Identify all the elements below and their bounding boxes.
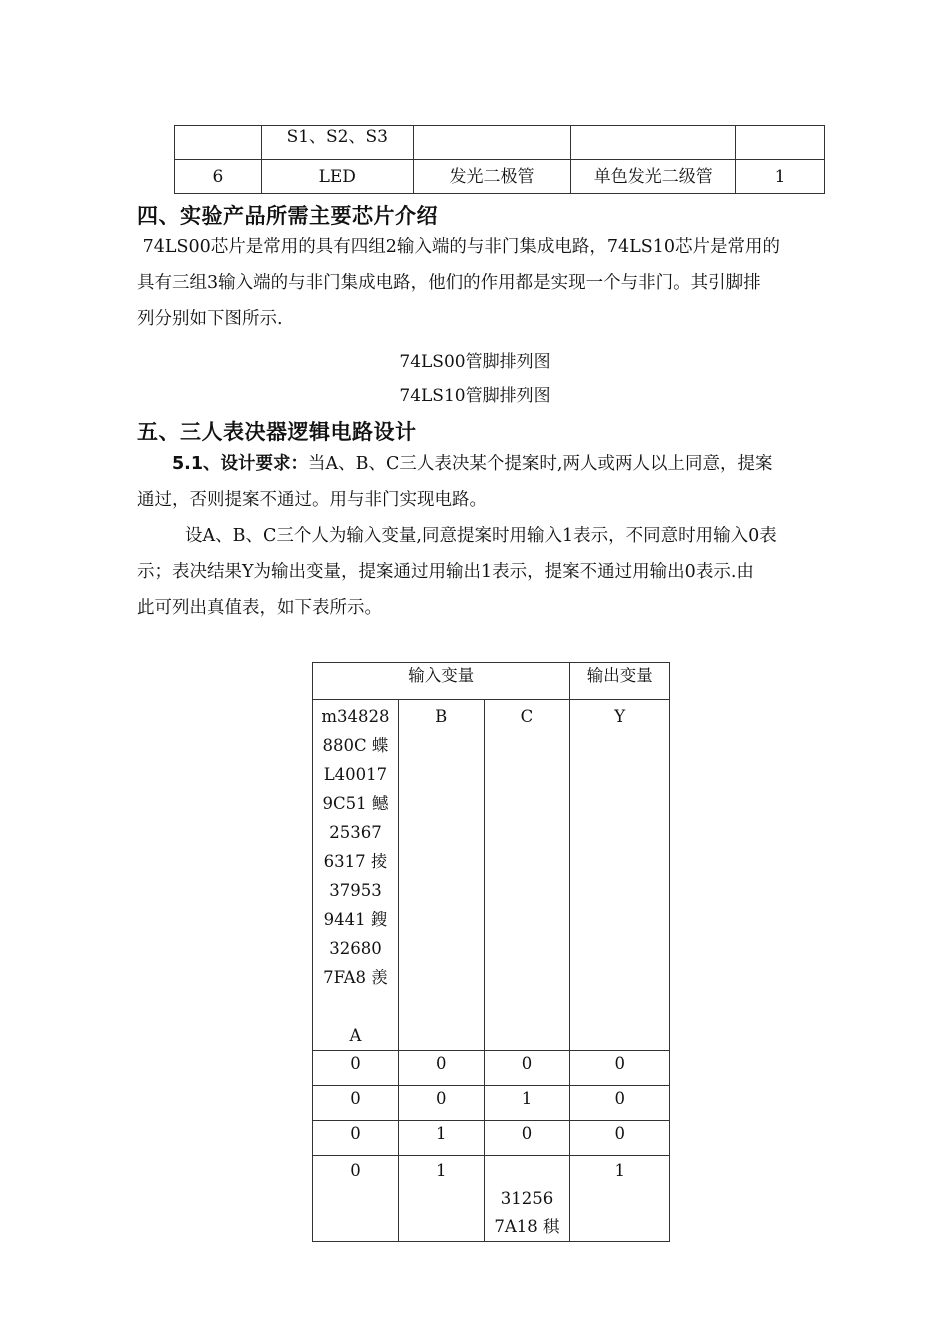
cell-line: 7A18 稘 [494,1217,560,1236]
paragraph-line: 列分别如下图所示. [137,309,283,329]
figure-caption-74ls00: 74LS00管脚排列图 [399,352,551,372]
table-cell: 0 [313,1121,399,1156]
cell-line: 9C51 鳡 [322,794,389,813]
table-cell: 发光二极管 [413,160,571,194]
table-cell: 单色发光二级管 [571,160,736,194]
table-cell: 1 [398,1156,484,1242]
cell-line [485,1157,570,1185]
cell-line: 25367 [329,823,382,842]
table-cell: 0 [313,1086,399,1121]
table-cell: 0 [313,1051,399,1086]
cell-line [313,992,398,1021]
table-cell: 1 [736,160,825,194]
table-cell: 1 [398,1121,484,1156]
variable-description [137,518,847,626]
paragraph-line: 通过，否则提案不通过。用与非门实现电路。 [137,490,487,510]
table-cell: LED [261,160,413,194]
cell-line: m34828 [321,707,390,726]
design-requirement [137,446,837,518]
table-row [175,160,825,194]
cell-line: 7FA8 羡 [323,968,388,987]
cell-line: L40017 [323,765,388,784]
column-header-y: Y [570,700,670,1051]
table-cell: 0 [398,1051,484,1086]
table-cell: 6 [175,160,262,194]
table-row [175,126,825,160]
table-cell: S1、S2、S3 [261,126,413,160]
section-4-paragraph [137,229,837,337]
table-cell [484,1156,570,1242]
cell-line: 31256 [500,1189,554,1208]
table-row [313,1086,670,1121]
requirement-text: 当A、B、C三人表决某个提案时,两人或两人以上同意，提案 [308,454,773,474]
table-cell [413,126,571,160]
figure-caption-74ls10: 74LS10管脚排列图 [399,386,551,406]
table-cell [175,126,262,160]
truth-table [312,662,670,1242]
table-row [313,1121,670,1156]
column-header-b: B [398,700,484,1051]
requirement-label: 5.1、设计要求： [172,454,309,474]
column-header-c: C [484,700,570,1051]
table-cell: 0 [484,1051,570,1086]
cell-line: 32680 [329,939,382,958]
table-cell: 0 [570,1121,670,1156]
cell-line: 9441 鎪 [323,910,388,929]
paragraph-line: 示；表决结果Y为输出变量，提案通过用输出1表示，提案不通过用输出0表示.由 [137,562,754,582]
cell-line: 6317 掕 [323,852,388,871]
table-cell: 1 [570,1156,670,1242]
paragraph-line: 设A、B、C三个人为输入变量,同意提案时用输入1表示，不同意时用输入0表 [185,526,777,546]
table-cell: 0 [570,1051,670,1086]
cell-line: A [349,1026,362,1045]
table-row [313,1156,670,1242]
section-4-heading: 四、实验产品所需主要芯片介绍 [137,204,438,228]
cell-line: 880C 蝶 [322,736,389,755]
table-cell: 0 [398,1086,484,1121]
paragraph-line: 此可列出真值表，如下表所示。 [137,598,382,618]
table-cell [571,126,736,160]
table-header-row [313,700,670,1051]
output-variables-header: 输出变量 [570,663,670,700]
table-cell: 0 [484,1121,570,1156]
column-header-a [313,700,399,1051]
table-cell: 0 [313,1156,399,1242]
table-cell: 0 [570,1086,670,1121]
table-row [313,1051,670,1086]
paragraph-line: 具有三组3输入端的与非门集成电路，他们的作用都是实现一个与非门。其引脚排 [137,273,761,293]
table-cell: 1 [484,1086,570,1121]
table-cell [736,126,825,160]
cell-line: 37953 [329,881,382,900]
paragraph-line: 74LS00芯片是常用的具有四组2输入端的与非门集成电路，74LS10芯片是常用的 [137,237,780,257]
table-header-row [313,663,670,700]
section-5-heading: 五、三人表决器逻辑电路设计 [137,420,417,444]
input-variables-header: 输入变量 [313,663,570,700]
paragraph-line [137,446,837,482]
component-table [174,125,825,194]
